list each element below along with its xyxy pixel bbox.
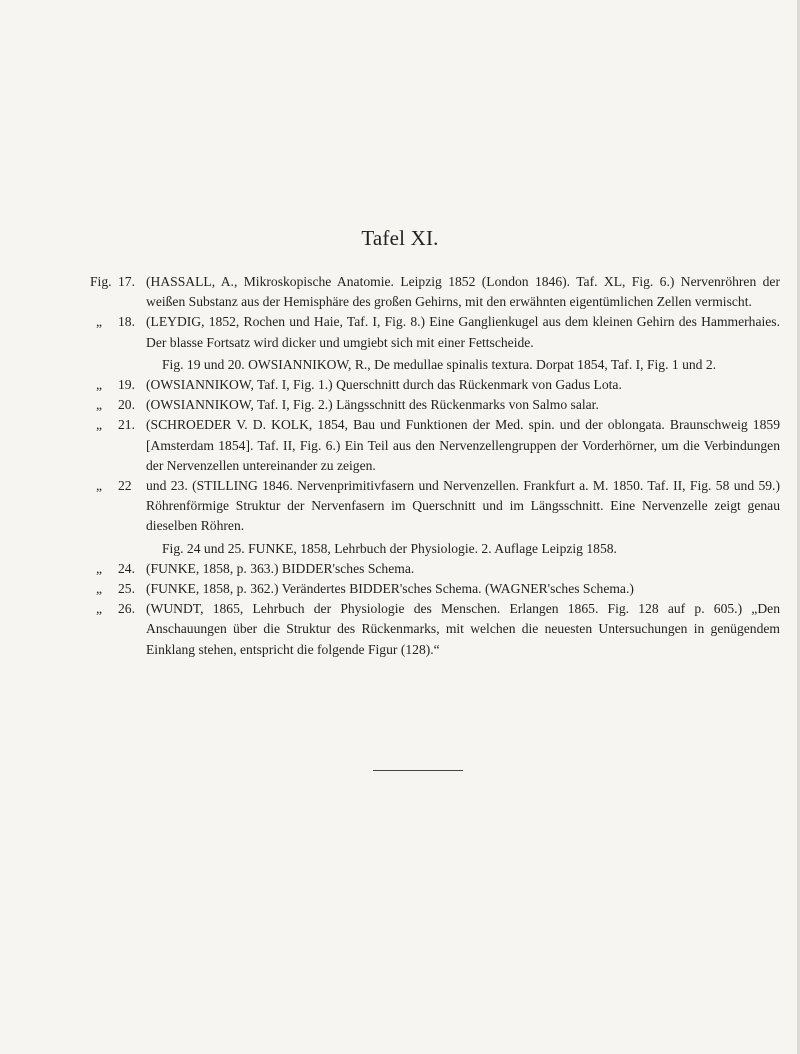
figure-entry-17: [90, 272, 780, 312]
entry-text: (LEYDIG, 1852, Rochen und Haie, Taf. I, Fig. 8.) Eine Ganglienkugel aus dem kleinen Gehirn des Hammerhaies. Der blasse Fortsatz wird dicker und umgiebt sich mit einer Fettscheide.: [146, 314, 780, 350]
entry-number: 18.: [118, 314, 135, 330]
entry-text: und 23. (STILLING 1846. Nervenprimitivfasern und Nervenzellen. Frankfurt a. M. 1850. Taf. II, Fig. 58 und 59.) Röhrenförmige Struktur der Nervenfasern im Querschnitt und im Längsschnitt. Eine Nervenzelle zeigt genau dieselben Röhren.: [146, 478, 780, 534]
entry-text: (SCHROEDER V. D. KOLK, 1854, Bau und Funktionen der Med. spin. und der oblongata. Braunschweig 1859 [Amsterdam 1854]. Taf. II, Fig. 6.) Ein Teil aus den Nervenzellengruppen der Vorderhörner, um die Verbindungen der Nervenzellen untereinander zu zeigen.: [146, 417, 780, 473]
entry-text: (OWSIANNIKOW, Taf. I, Fig. 2.) Längsschnitt des Rückenmarks von Salmo salar.: [146, 397, 599, 413]
ditto-mark: „: [96, 581, 103, 597]
ditto-mark: „: [96, 478, 103, 494]
entry-text: (WUNDT, 1865, Lehrbuch der Physiologie des Menschen. Erlangen 1865. Fig. 128 auf p. 605.) „Den Anschauungen über die Struktur des Rückenmarks, mit welchen die neuesten Untersuchungen in genügendem Einklang stehen, entspricht die folgende Figur (128).“: [146, 601, 780, 657]
figure-entry-25: [90, 579, 780, 599]
ditto-mark: „: [96, 601, 103, 617]
figure-entry-22-23: [90, 476, 780, 537]
figure-entry-24: [90, 559, 780, 579]
ditto-mark: „: [96, 560, 103, 576]
entry-text: (OWSIANNIKOW, Taf. I, Fig. 1.) Querschnitt durch das Rückenmark von Gadus Lota.: [146, 377, 622, 393]
figure-entry-21: [90, 415, 780, 476]
entry-text: (FUNKE, 1858, p. 363.) BIDDER'sches Schema.: [146, 560, 415, 576]
entry-number: 25.: [118, 581, 135, 597]
figure-entry-20: [90, 395, 780, 415]
ditto-mark: „: [96, 314, 103, 330]
figure-list: [90, 272, 780, 660]
entry-number: 21.: [118, 417, 135, 433]
entry-number: 19.: [118, 377, 135, 393]
entry-number: 22: [118, 478, 132, 494]
entry-text: (HASSALL, A., Mikroskopische Anatomie. Leipzig 1852 (London 1846). Taf. XL, Fig. 6.) Nervenröhren der weißen Substanz aus der Hemisphäre des großen Gehirns, mit den erwähnten eigentümlichen Zellen vermischt.: [146, 274, 780, 310]
entry-text: (FUNKE, 1858, p. 362.) Verändertes BIDDER'sches Schema. (WAGNER'sches Schema.): [146, 581, 634, 597]
entry-label: Fig.: [90, 274, 112, 289]
group-heading-19-20: Fig. 19 und 20. OWSIANNIKOW, R., De medullae spinalis textura. Dorpat 1854, Taf. I, Fig. 1 und 2.: [162, 356, 717, 372]
figure-entry-18: [90, 312, 780, 352]
ditto-mark: „: [96, 377, 103, 393]
ditto-mark: „: [96, 397, 103, 413]
figure-entry-26: [90, 599, 780, 660]
entry-number: 24.: [118, 560, 135, 576]
entry-number: 20.: [118, 397, 135, 413]
end-rule: [373, 770, 463, 771]
page-title: Tafel XI.: [361, 226, 439, 250]
entry-number: 26.: [118, 601, 135, 617]
ditto-mark: „: [96, 417, 103, 433]
entry-number: 17.: [118, 274, 135, 289]
figure-entry-19: [90, 375, 780, 395]
group-heading-24-25: Fig. 24 und 25. FUNKE, 1858, Lehrbuch der Physiologie. 2. Auflage Leipzig 1858.: [162, 540, 617, 556]
